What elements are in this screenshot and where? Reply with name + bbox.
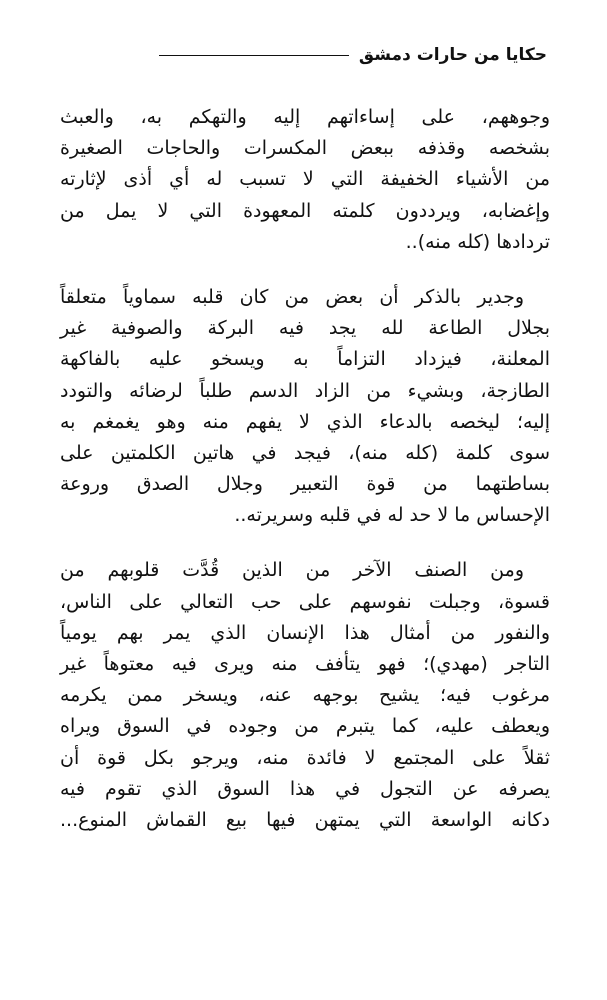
text-line: وإغضابه، ويرددون كلمته المعهودة التي لا يمل من — [60, 199, 550, 222]
text-line: سوى كلمة (كله منه)، فيجد في هاتين الكلمتين على — [60, 441, 550, 464]
text-line: وجوههم، على إساءاتهم إليه والتهكم به، والعبث — [60, 106, 550, 128]
text-line: والنفور من أمثال هذا الإنسان الذي يمر بهم يومياً — [60, 621, 550, 644]
text-line: يصرفه عن التجول في هذا السوق الذي تقوم فيه — [60, 777, 550, 800]
text-line: دكانه الواسعة التي يمتهن فيها بيع القماش المنوع... — [60, 808, 550, 831]
text-line: بساطتهما من قوة التعبير وجلال الصدق وروعة — [60, 473, 550, 496]
running-header — [60, 40, 547, 70]
text-line: الإحساس ما لا حد له في قلبه وسريرته.. — [234, 504, 550, 527]
text-line: وجدير بالذكر أن بعض من كان قلبه سماوياً متعلقاً — [60, 285, 524, 308]
paragraph-gap — [60, 531, 550, 555]
text-line: من الأشياء الخفيفة التي لا تسبب له أي أذى لإثارته — [60, 168, 550, 191]
text-line: ويعطف عليه، كما يتبرم من وجوده في السوق ويراه — [60, 715, 550, 738]
text-line: ومن الصنف الآخر من الذين قُدَّت قلوبهم من — [60, 559, 524, 582]
text-line: إليه؛ ليخصه بالدعاء الذي لا يفهم منه وهو يغمغم به — [60, 410, 550, 433]
paragraph-gap — [60, 258, 550, 282]
text-line: بجلال الطاعة لله يجد فيه البركة والصوفية غير — [60, 317, 550, 340]
body-text — [60, 102, 550, 836]
text-line: التاجر (مهدي)؛ فهو يتأفف منه ويرى فيه معتوهاً غير — [60, 653, 550, 675]
text-line: تردادها (كله منه).. — [405, 230, 550, 253]
text-line: الطازجة، وبشيء من الزاد الدسم طلباً لرضائه والتودد — [60, 379, 550, 402]
text-line: بشخصه وقذفه ببعض المكسرات والحاجات الصغيرة — [60, 137, 550, 160]
text-line: مرغوب فيه؛ يشيح بوجهه عنه، ويسخر ممن يكرمه — [60, 684, 550, 707]
text-line: ثقلاً على المجتمع لا فائدة منه، ويرجو بكل قوة أن — [60, 746, 550, 769]
header-rule — [159, 55, 349, 56]
text-line: قسوة، وجبلت نفوسهم على حب التعالي على الناس، — [60, 590, 550, 613]
text-line: المعلنة، فيزداد التزاماً به ويسخو عليه بالفاكهة — [60, 348, 550, 371]
header-title: حكايا من حارات دمشق — [358, 45, 547, 65]
